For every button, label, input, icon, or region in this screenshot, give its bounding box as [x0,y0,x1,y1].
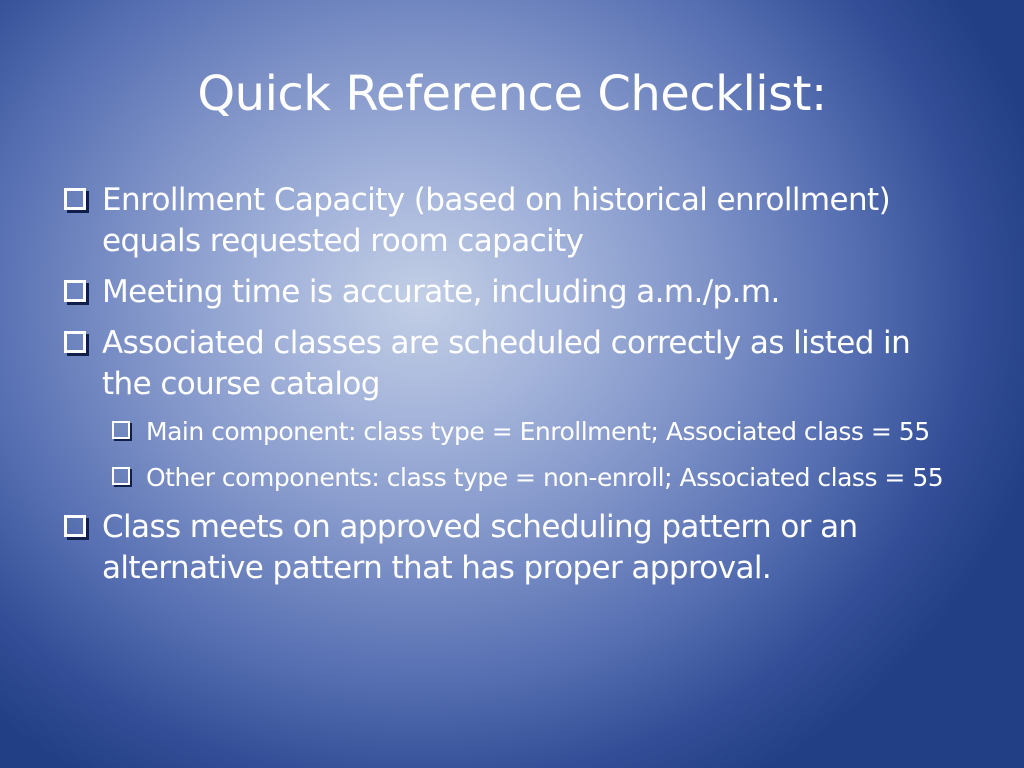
checklist-subitem-main-component [106,415,962,449]
checkbox-icon [64,515,86,537]
slide-title: Quick Reference Checklist: [197,66,827,122]
checklist-item-text: Associated classes are scheduled correctly as listed in the course catalog [102,325,911,402]
checkbox-icon [64,280,86,302]
checklist-subitem-text: Other components: class type = non-enroll; Associated class = 55 [146,463,944,492]
checklist-item-associated-classes [62,323,962,405]
checkbox-icon [112,467,130,485]
checklist-item-text: Meeting time is accurate, including a.m./p.m. [102,274,780,310]
checklist-item-scheduling-pattern [62,507,962,589]
checklist-subitem-text: Main component: class type = Enrollment; Associated class = 55 [146,417,930,446]
checklist-item-text: Enrollment Capacity (based on historical enrollment) equals requested room capacity [102,182,891,259]
checklist [62,180,962,599]
checkbox-icon [64,331,86,353]
checkbox-icon [112,421,130,439]
checkbox-icon [64,188,86,210]
checklist-item-text: Class meets on approved scheduling pattern or an alternative pattern that has proper approval. [102,509,858,586]
checklist-subitem-other-components [106,461,962,495]
checklist-item-enrollment-capacity [62,180,962,262]
checklist-item-meeting-time [62,272,962,313]
